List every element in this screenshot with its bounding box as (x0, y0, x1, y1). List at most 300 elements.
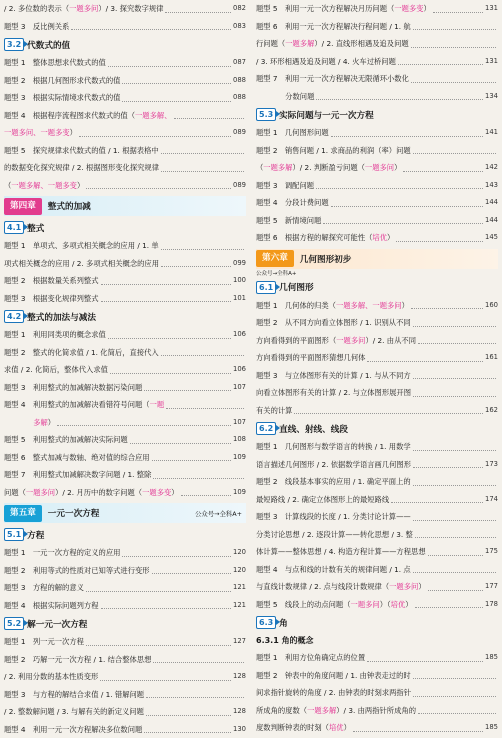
variant-tag: 一题多问 (336, 336, 365, 345)
leader-dots (144, 390, 231, 391)
leader-dots (411, 47, 496, 48)
entry-text (4, 668, 98, 686)
section-heading[interactable] (256, 278, 498, 297)
leader-dots (86, 188, 231, 189)
entry-text (256, 159, 401, 177)
section-title: 代数式的值 (27, 39, 70, 51)
entry-label-tail: ） (394, 163, 401, 172)
toc-entry[interactable] (256, 684, 498, 702)
toc-entry[interactable] (256, 438, 498, 456)
entry-label: 题型 5 利用一元一次方程解决月历问题（ (256, 4, 394, 13)
variant-tag: 培优 (372, 233, 387, 242)
section-heading[interactable] (256, 613, 498, 632)
toc-entry[interactable] (4, 18, 246, 36)
toc-entry[interactable] (256, 526, 498, 544)
toc-entry[interactable] (4, 484, 246, 502)
chapter-title: 整式的加减 (48, 200, 242, 212)
page-number: 106 (233, 326, 246, 344)
leader-dots (413, 696, 496, 697)
toc-entry[interactable] (256, 0, 498, 18)
entry-label: 求值 / 2. 化简后，整体代入求值 (4, 365, 108, 374)
entry-text (256, 70, 409, 88)
entry-label: 题型 3 根据变化规律列整式 (4, 294, 99, 303)
entry-text (4, 0, 163, 18)
entry-text (4, 107, 172, 125)
entry-text (4, 721, 142, 738)
leader-dots (165, 12, 231, 13)
page-number: 088 (233, 72, 246, 90)
variant-tag: 一题多变 (142, 488, 171, 497)
entry-label-tail: ） (171, 488, 178, 497)
leader-dots (146, 715, 231, 716)
entry-label-tail: ）/ 2. 直线形相遇及追及问题 (314, 39, 408, 48)
leader-dots (101, 608, 231, 609)
toc-entry[interactable] (256, 297, 498, 315)
leader-dots (331, 206, 483, 207)
toc-entry[interactable] (256, 508, 498, 526)
entry-label: / 2. 利用分数的基本性质变形 (4, 672, 98, 681)
entry-label: 题型 2 销售问题 / 1. 求商品的利润（率）问题 (256, 146, 411, 155)
toc-entry[interactable] (256, 142, 498, 160)
entry-text (4, 414, 55, 432)
leader-dots (101, 284, 231, 285)
page-number: 131 (485, 53, 498, 71)
toc-entry[interactable] (256, 473, 498, 491)
toc-entry[interactable] (4, 633, 246, 651)
entry-label: 向看立体图形有关的计算 / 2. 与立体图形展开图 (256, 388, 411, 397)
toc-entry[interactable] (256, 35, 498, 53)
toc-entry[interactable] (256, 70, 498, 88)
toc-entry[interactable] (256, 349, 498, 367)
page-number: 143 (485, 177, 498, 195)
entry-text (256, 578, 426, 596)
entry-text (4, 361, 108, 379)
leader-dots (294, 413, 483, 414)
toc-entry[interactable] (4, 396, 246, 414)
entry-text (256, 332, 416, 350)
leader-dots (71, 29, 231, 30)
leader-dots (161, 153, 244, 154)
entry-label: 题型 1 列一元一次方程 (4, 637, 84, 646)
entry-label-tail: ）/ 2. 由从不同 (365, 336, 416, 345)
leader-dots (413, 326, 496, 327)
entry-text (4, 177, 84, 195)
leader-dots (331, 136, 483, 137)
variant-tag: 一题多解、一题多变 (11, 181, 77, 190)
section-title: 整式的加法与减法 (27, 311, 96, 323)
entry-text (256, 53, 396, 71)
entry-label: / 3. 环形相遇及追及问题 / 4. 火车过桥问题 (256, 57, 396, 66)
toc-entry[interactable] (4, 579, 246, 597)
chapter-banner[interactable] (4, 196, 246, 216)
variant-tag: 一题多问 (365, 163, 394, 172)
toc-entry[interactable] (4, 142, 246, 160)
entry-label: 题型 5 探究规律求代数式的值 / 1. 根据表格中 (4, 146, 159, 155)
entry-text (4, 290, 99, 308)
entry-label: 题型 1 利用方位角确定点的位置 (256, 653, 365, 662)
page-number: 144 (485, 212, 498, 230)
section-heading[interactable] (4, 307, 246, 326)
toc-entry[interactable] (4, 159, 246, 177)
leader-dots (413, 520, 496, 521)
leader-dots (130, 443, 231, 444)
entry-text (4, 703, 144, 721)
entry-label-tail: ）/ 3. 探究数字规律 (98, 4, 163, 13)
entry-text (256, 719, 351, 737)
entry-label-tail: ） (418, 582, 425, 591)
entry-label: 题型 5 线段上的动点问题（ (256, 600, 351, 609)
variant-tag: 一题 (150, 400, 165, 409)
entry-label-tail: ） (344, 723, 351, 732)
page-number: 175 (485, 543, 498, 561)
entry-label: 题型 1 一元一次方程的定义的应用 (4, 548, 120, 557)
toc-entry[interactable] (4, 72, 246, 90)
variant-tag: 一题多变 (394, 4, 423, 13)
toc-entry[interactable] (4, 414, 246, 432)
chapter-badge: 第四章 (4, 198, 42, 215)
leader-dots (161, 249, 244, 250)
entry-label-tail: ）/ 2. 月历中的数字问题（ (55, 488, 142, 497)
entry-label-tail: ） (424, 4, 431, 13)
entry-text (256, 124, 329, 142)
leader-dots (391, 502, 483, 503)
entry-label: 题型 3 反比例关系 (4, 22, 69, 31)
toc-entry[interactable] (4, 344, 246, 362)
entry-label-tail: ） (70, 128, 77, 137)
entry-text (4, 72, 120, 90)
page-number: 178 (485, 596, 498, 614)
entry-label: / 2. 整数解问题 / 3. 与解有关的新定义问题 (4, 707, 144, 716)
leader-dots (418, 343, 496, 344)
entry-label-tail: ） (387, 233, 394, 242)
entry-text (4, 466, 151, 484)
toc-entry[interactable] (4, 290, 246, 308)
entry-text (4, 396, 164, 414)
page-number: 144 (485, 194, 498, 212)
entry-text (256, 142, 411, 160)
leader-dots (413, 153, 496, 154)
chapter-banner[interactable] (4, 503, 246, 523)
entry-label: 题型 4 根据程序流程图求代数式的值（ (4, 111, 135, 120)
page-number: 145 (485, 229, 498, 247)
page-number: 108 (233, 431, 246, 449)
entry-label: 题型 1 整体思想求代数式的值 (4, 58, 106, 67)
toc-entry[interactable] (4, 449, 246, 467)
entry-label: 题型 7 利用一元一次方程解决无限循环小数化 (256, 74, 409, 83)
leader-dots (86, 645, 231, 646)
toc-entry[interactable] (256, 491, 498, 509)
page-number: 107 (233, 414, 246, 432)
entry-label: 题型 5 新情境问题 (256, 216, 321, 225)
section-heading[interactable] (256, 419, 498, 438)
variant-tag: 一题多解 (307, 706, 336, 715)
page-number: 099 (233, 255, 246, 273)
page-number: 162 (485, 402, 498, 420)
entry-label: 题型 1 利用同类项的概念求值 (4, 330, 106, 339)
entry-label: 题型 6 根据方程的解探究可能性（ (256, 233, 372, 242)
leader-dots (398, 64, 483, 65)
entry-label: 所成角的度数（ (256, 706, 307, 715)
toc-entry[interactable] (256, 596, 498, 614)
leader-dots (415, 607, 483, 608)
section-heading[interactable] (4, 35, 246, 54)
toc-entry[interactable] (4, 326, 246, 344)
leader-dots (413, 678, 496, 679)
toc-entry[interactable] (256, 578, 498, 596)
leader-dots (122, 556, 231, 557)
page-number: 100 (233, 272, 246, 290)
chapter-badge: 第五章 (4, 505, 42, 522)
section-heading[interactable] (4, 218, 246, 237)
entry-text (4, 651, 151, 669)
page-number: 160 (485, 297, 498, 315)
page-number: 120 (233, 562, 246, 580)
variant-tag: 一题多问、一题多变 (4, 128, 70, 137)
section-number: 4.2 (4, 310, 24, 323)
leader-dots (174, 118, 245, 119)
entry-label: 题型 5 利用整式的加减解决实际问题 (4, 435, 128, 444)
page-number: 083 (233, 18, 246, 36)
subsection-title: 6.3.1 角的概念 (256, 632, 498, 649)
entry-label-tail: ）（ (380, 600, 391, 609)
page-number: 161 (485, 349, 498, 367)
section-title: 直线、射线、线段 (279, 423, 348, 435)
entry-label: 题型 3 与立体图形有关的计算 / 1. 与从不同方 (256, 371, 411, 380)
leader-dots (411, 308, 483, 309)
toc-entry[interactable] (256, 561, 498, 579)
entry-text (256, 367, 411, 385)
entry-label: 度数判断钟表的时刻（ (256, 723, 329, 732)
toc-entry[interactable] (4, 272, 246, 290)
entry-text (4, 562, 150, 580)
leader-dots (428, 590, 483, 591)
leader-dots (144, 732, 231, 733)
toc-entry[interactable] (4, 54, 246, 72)
toc-entry[interactable] (256, 88, 498, 106)
entry-text (4, 124, 77, 142)
entry-label: 题型 1 几何图形问题 (256, 128, 329, 137)
toc-entry[interactable] (4, 597, 246, 615)
toc-entry[interactable] (4, 89, 246, 107)
section-number: 6.1 (256, 281, 276, 294)
leader-dots (57, 425, 231, 426)
entry-text (256, 543, 426, 561)
leader-dots (413, 29, 496, 30)
toc-entry[interactable] (4, 237, 246, 255)
toc-entry[interactable] (4, 686, 246, 704)
toc-entry[interactable] (256, 314, 498, 332)
variant-tag: 一题多问 (26, 488, 55, 497)
toc-entry[interactable] (256, 229, 498, 247)
leader-dots (108, 338, 231, 339)
toc-entry[interactable] (4, 255, 246, 273)
page-number: 130 (233, 721, 246, 738)
toc-entry[interactable] (256, 177, 498, 195)
entry-label: 题型 3 计算线段的长度 / 1. 分类讨论计算—— (256, 512, 411, 521)
toc-entry[interactable] (256, 543, 498, 561)
toc-entry[interactable] (256, 719, 498, 737)
entry-text (256, 35, 409, 53)
toc-entry[interactable] (256, 124, 498, 142)
section-title: 实际问题与一元一次方程 (279, 109, 374, 121)
section-number: 6.2 (256, 422, 276, 435)
entry-label (4, 418, 33, 427)
chapter-banner[interactable] (256, 249, 498, 269)
toc-entry[interactable] (256, 402, 498, 420)
entry-label: 语言描述几何图形 / 2. 依据数学语言画几何图形 (256, 460, 411, 469)
toc-entry[interactable] (256, 332, 498, 350)
entry-text (256, 596, 413, 614)
entry-text (256, 0, 431, 18)
toc-entry[interactable] (4, 562, 246, 580)
leader-dots (108, 66, 231, 67)
leader-dots (152, 573, 231, 574)
entry-label-tail: ） (402, 301, 409, 310)
toc-entry[interactable] (4, 466, 246, 484)
entry-text (256, 649, 365, 667)
section-title: 角 (279, 617, 288, 629)
toc-entry[interactable] (4, 0, 246, 18)
toc-entry[interactable] (256, 194, 498, 212)
entry-text (4, 255, 159, 273)
toc-entry[interactable] (256, 367, 498, 385)
toc-entry[interactable] (4, 544, 246, 562)
section-heading[interactable] (256, 105, 498, 124)
entry-text (4, 597, 99, 615)
section-number: 6.3 (256, 616, 276, 629)
leader-dots (433, 12, 483, 13)
leader-dots (153, 478, 244, 479)
leader-dots (413, 396, 496, 397)
page-number: 089 (233, 177, 246, 195)
entry-label: 题型 3 利用整式的加减解决数据污染问题 (4, 383, 142, 392)
entry-label: 最短路线 / 2. 确定立体图形上的最短路线 (256, 495, 389, 504)
section-heading[interactable] (4, 614, 246, 633)
toc-entry[interactable] (256, 702, 498, 720)
section-number: 4.1 (4, 221, 24, 234)
entry-text (4, 159, 159, 177)
toc-entry[interactable] (4, 177, 246, 195)
toc-entry[interactable] (256, 384, 498, 402)
entry-label-tail: ）/ 3. 由两指针所成角的 (336, 706, 416, 715)
entry-label: 题型 2 线段基本事实的应用 / 1. 确定平面上的 (256, 477, 411, 486)
toc-entry[interactable] (4, 124, 246, 142)
entry-label: 项式相关概念的应用 / 2. 多项式相关概念的应用 (4, 259, 159, 268)
section-number: 3.2 (4, 38, 24, 51)
page-number: 087 (233, 54, 246, 72)
toc-entry[interactable] (4, 721, 246, 738)
leader-dots (367, 361, 483, 362)
entry-label: 题型 2 整式的化简求值 / 1. 化简后，直接代入 (4, 348, 159, 357)
toc-entry[interactable] (256, 18, 498, 36)
variant-tag: 多解 (33, 418, 48, 427)
entry-label: 题型 2 巧解一元一次方程 / 1. 结合整体思想 (4, 655, 151, 664)
entry-text (4, 272, 99, 290)
entry-label: 题型 1 几何体的归类（ (256, 301, 336, 310)
leader-dots (101, 301, 231, 302)
entry-text (256, 314, 411, 332)
section-number: 5.1 (4, 528, 24, 541)
chapter-title: 几何图形初步 (300, 253, 494, 265)
toc-entry[interactable] (4, 651, 246, 669)
entry-label: 方向看得到的平面图形（ (256, 336, 336, 345)
entry-text (256, 438, 411, 456)
entry-label: 题型 1 几何图形与数学语言的转换 / 1. 用数学 (256, 442, 411, 451)
leader-dots (418, 713, 496, 714)
variant-tag: 一题多解 (285, 39, 314, 48)
page-number: 142 (485, 159, 498, 177)
entry-text (256, 384, 411, 402)
entry-label: 题型 4 根据实际问题列方程 (4, 601, 99, 610)
entry-label: 题型 6 利用一元一次方程解决行程问题 / 1. 航 (256, 22, 411, 31)
variant-tag: 一题多问 (69, 4, 98, 13)
page-number: 121 (233, 597, 246, 615)
entry-text (4, 142, 159, 160)
section-heading[interactable] (4, 525, 246, 544)
page-number: 106 (233, 361, 246, 379)
toc-entry[interactable] (256, 456, 498, 474)
entry-label-tail: ）/ 2. 判断盈亏问题（ (292, 163, 364, 172)
entry-label: 行问题（ (256, 39, 285, 48)
toc-entry[interactable] (256, 667, 498, 685)
toc-entry[interactable] (256, 159, 498, 177)
entry-text (4, 686, 144, 704)
entry-label-tail: ） (405, 600, 412, 609)
variant-tag: 一题多解、 (135, 111, 171, 120)
entry-text (4, 89, 120, 107)
entry-text (4, 484, 179, 502)
page-number: 109 (233, 484, 246, 502)
entry-label: 题型 2 根据几何图形求代数式的值 (4, 76, 120, 85)
entry-label: 题型 4 与点和线的计数有关的规律问题 / 1. 点 (256, 565, 411, 574)
page-number: 128 (233, 668, 246, 686)
entry-text (256, 212, 321, 230)
section-number: 5.3 (256, 108, 276, 121)
toc-entry[interactable] (4, 107, 246, 125)
leader-dots (415, 537, 496, 538)
entry-text (256, 349, 365, 367)
chapter-title: 一元一次方程 (48, 507, 195, 519)
entry-label-tail: ） (77, 181, 84, 190)
toc-entry[interactable] (4, 703, 246, 721)
entry-label: 方向看得到的平面图形猜想几何体 (256, 353, 365, 362)
page-number: 082 (233, 0, 246, 18)
toc-entry[interactable] (4, 361, 246, 379)
variant-tag: 一题多问 (389, 582, 418, 591)
toc-entry[interactable] (256, 212, 498, 230)
entry-label: 题型 4 分段计费问题 (256, 198, 329, 207)
entry-label: 题型 3 调配问题 (256, 181, 314, 190)
toc-entry[interactable] (256, 53, 498, 71)
leader-dots (122, 101, 231, 102)
section-title: 整式 (27, 222, 44, 234)
entry-label: 题型 2 根据数量关系列整式 (4, 276, 99, 285)
toc-entry[interactable] (4, 668, 246, 686)
entry-label: 间求指针旋转的角度 / 2. 由钟表的时刻求两指针 (256, 688, 411, 697)
leader-dots (316, 99, 483, 100)
entry-text (256, 297, 409, 315)
toc-entry[interactable] (4, 379, 246, 397)
toc-entry[interactable] (4, 431, 246, 449)
entry-text (256, 456, 411, 474)
entry-text (4, 544, 120, 562)
leader-dots (181, 495, 231, 496)
entry-text (4, 237, 159, 255)
toc-entry[interactable] (256, 649, 498, 667)
page-number: 185 (485, 649, 498, 667)
entry-label: 题型 3 根据实际情境求代数式的值 (4, 93, 120, 102)
entry-text (256, 667, 411, 685)
